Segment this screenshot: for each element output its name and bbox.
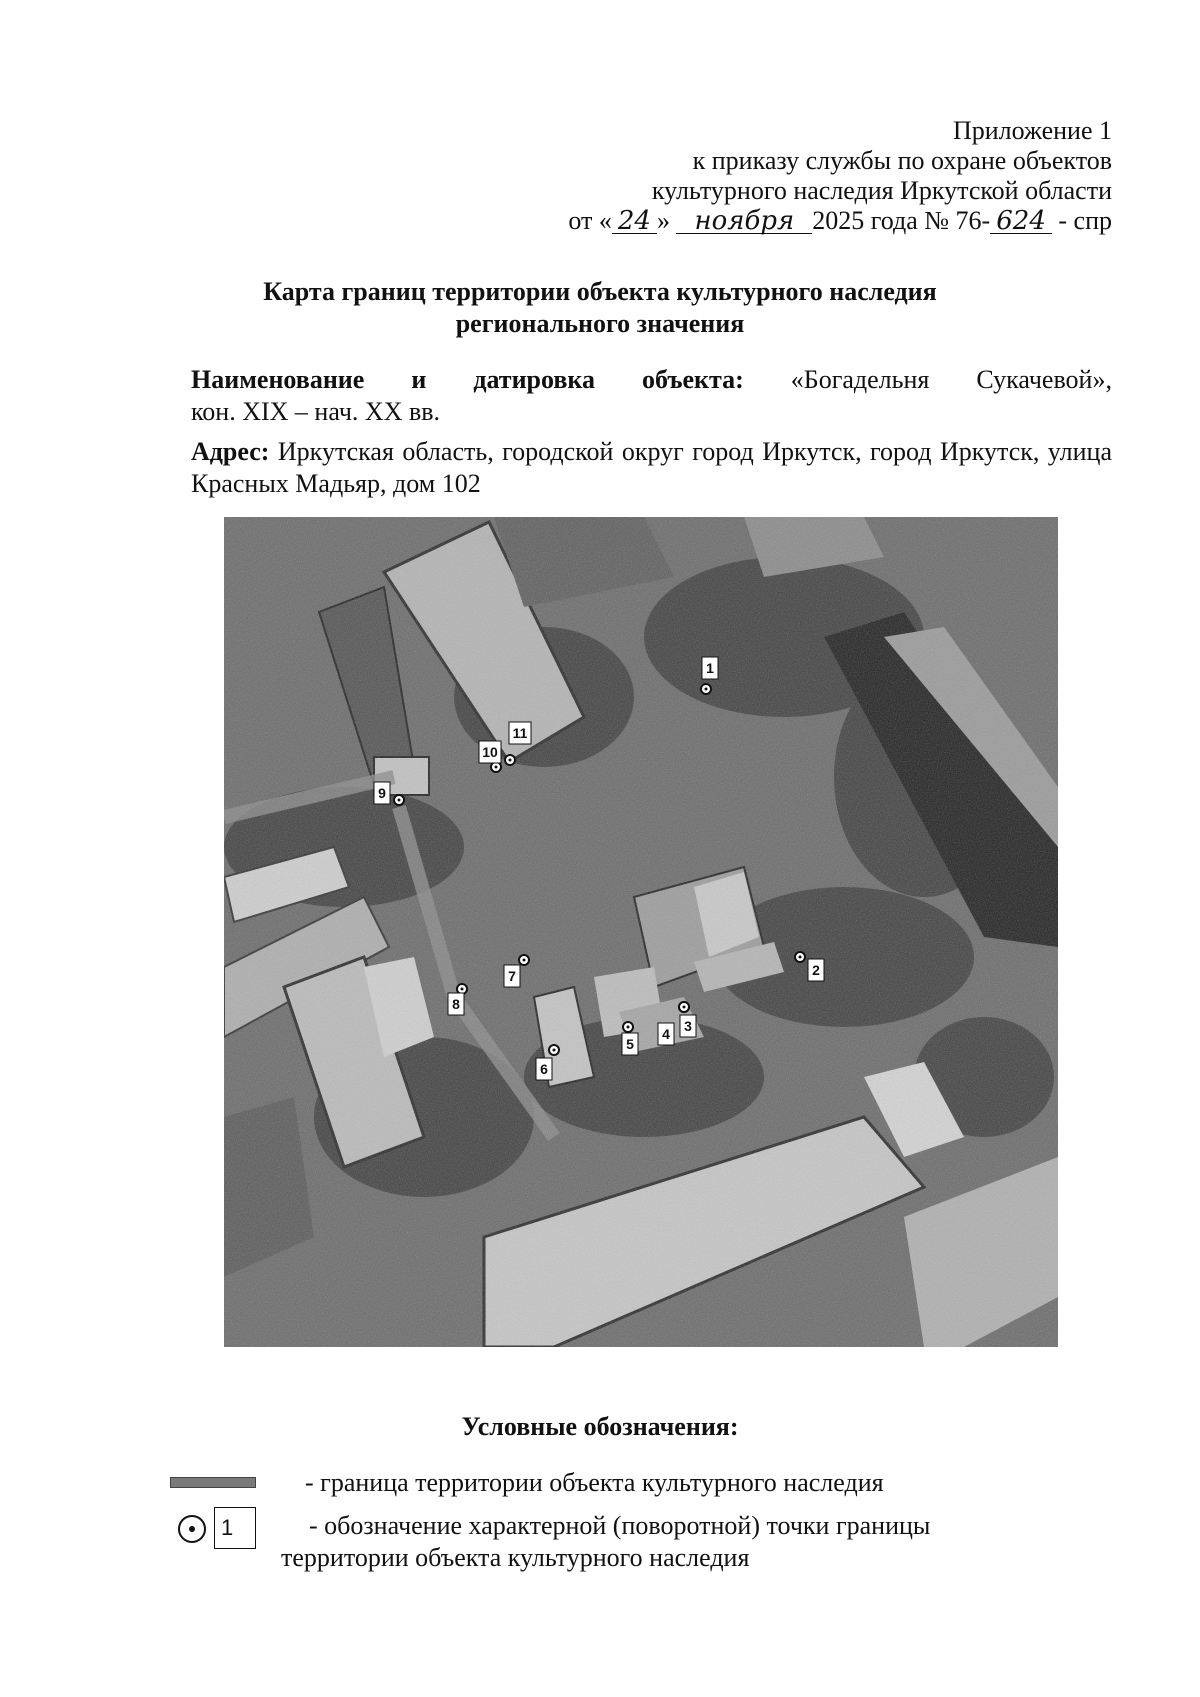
title-line-2: регионального значения	[455, 309, 745, 338]
point-marker-dot	[553, 1049, 556, 1052]
name-label-word-3: датировка	[473, 365, 595, 394]
legend-point-text-2: территории объекта культурного наследия	[281, 1543, 750, 1572]
object-name-word-2: Сукачевой»,	[976, 365, 1112, 394]
object-dating: кон. XIX – нач. XX вв.	[191, 397, 441, 426]
point-label: 9	[378, 785, 386, 801]
handwritten-day: 24	[612, 209, 657, 234]
point-label: 11	[512, 725, 528, 741]
appendix-line-1: Приложение 1	[952, 116, 1112, 145]
legend-point-text	[281, 1510, 1015, 1574]
legend-boundary-text: - граница территории объекта культурного наследия	[305, 1468, 884, 1497]
point-label: 1	[706, 660, 714, 676]
point-label: 5	[626, 1036, 634, 1052]
title-line-1: Карта границ территории объекта культурного наследия	[263, 277, 937, 306]
year-and-number: 2025 года № 76-	[812, 206, 991, 235]
aerial-map	[224, 517, 1058, 1347]
point-label: 4	[662, 1026, 670, 1042]
boundary-line-symbol	[170, 1477, 256, 1488]
object-address	[191, 436, 1112, 500]
map-svg	[224, 517, 1058, 1347]
point-label: 2	[812, 962, 820, 978]
point-marker-dot	[627, 1026, 630, 1029]
point-marker-dot	[398, 799, 401, 802]
number-suffix: - спр	[1058, 206, 1112, 235]
object-name-line	[191, 364, 1112, 396]
name-label-word-4: объекта:	[642, 365, 744, 394]
point-marker-dot	[523, 959, 526, 962]
legend-point-text-1: - обозначение характерной (поворотной) точки границы	[309, 1511, 931, 1540]
object-name-word-1: «Богадельня	[790, 365, 930, 394]
point-label: 10	[482, 744, 498, 760]
appendix-date-line	[568, 206, 1112, 236]
date-quote-close: »	[656, 206, 670, 235]
point-marker-dot	[461, 988, 464, 991]
point-marker-dot	[683, 1006, 686, 1009]
appendix-line-3: культурного наследия Иркутской области	[651, 176, 1112, 205]
point-marker-dot	[799, 956, 802, 959]
name-label-word-2: и	[411, 365, 427, 394]
legend-title: Условные обозначения:	[461, 1412, 739, 1441]
point-marker-dot	[705, 688, 708, 691]
point-label: 7	[508, 968, 516, 984]
name-label-word-1: Наименование	[191, 365, 365, 394]
date-prefix: от «	[568, 206, 612, 235]
point-label: 3	[684, 1018, 692, 1034]
point-label: 8	[452, 996, 460, 1012]
point-marker-dot	[495, 766, 498, 769]
appendix-header	[568, 116, 1112, 236]
photo-grain	[224, 517, 1058, 1347]
address-value: Иркутская область, городской округ город Иркутск, город Иркутск, улица Красных Мадьяр, дом 102	[191, 437, 1113, 498]
point-marker-icon	[178, 1515, 206, 1543]
point-marker-dot	[509, 759, 512, 762]
point-label-box: 1	[214, 1507, 256, 1549]
appendix-line-2: к приказу службы по охране объектов	[692, 146, 1112, 175]
object-info	[191, 364, 1112, 500]
handwritten-number: 624	[990, 209, 1052, 234]
document-title	[0, 276, 1200, 340]
point-label: 6	[540, 1061, 548, 1077]
address-label: Адрес:	[191, 437, 270, 466]
handwritten-month: ноября	[676, 209, 812, 234]
